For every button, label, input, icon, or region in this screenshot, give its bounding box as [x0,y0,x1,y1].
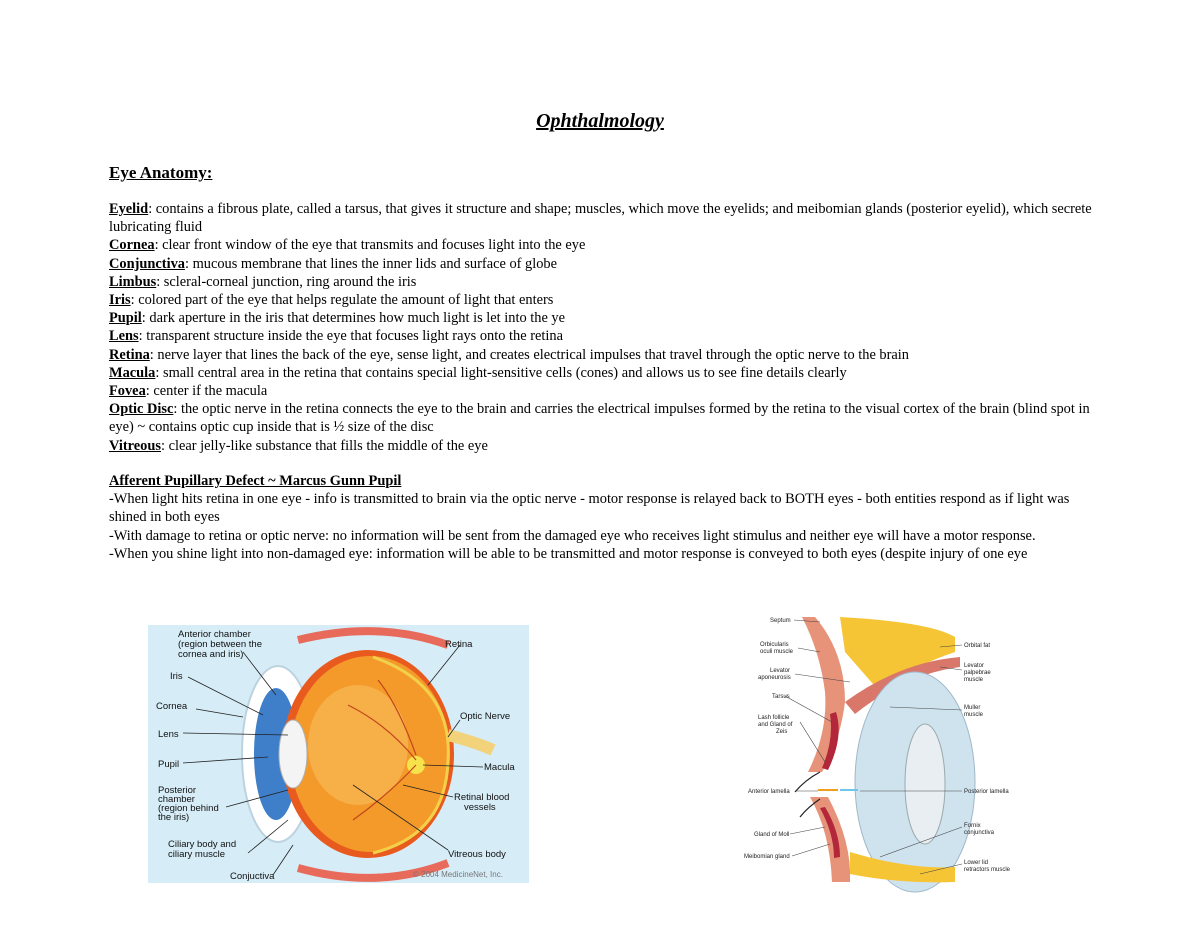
definition-term: Macula [109,364,156,381]
definition-term: Vitreous [109,437,161,454]
definitions-list [109,200,1099,455]
label-macula: Macula [484,762,515,773]
definition-text: : clear jelly-like substance that fills the middle of the eye [160,437,488,454]
definition-item [109,346,1099,364]
label-meibomian: Meibomian gland [744,854,790,860]
definition-term: Cornea [109,237,155,254]
label-lash-3: Zeis [776,729,788,735]
definition-text: : mucous membrane that lines the inner lids and surface of globe [184,255,558,272]
definition-item [109,327,1099,345]
definition-text: : contains a fibrous plate, called a tarsus, that gives it structure and shape; muscles, which move the eyelids; and meibomian glands (posterior eyelid), which secrete lubricating fluid [109,201,1092,236]
leader-moll [790,827,825,834]
label-anterior-chamber-3: cornea and iris) [178,649,244,660]
definition-item [109,309,1099,327]
definition-term: Pupil [109,310,142,327]
definition-term: Eyelid [109,201,149,217]
apd-line: -When you shine light into non-damaged eye: information will be able to be transmitted and motor response is conveyed to both eyes (despite injury of one eye [109,545,1028,562]
label-anterior-chamber: Anterior chamber [178,629,251,640]
apd-line: -With damage to retina or optic nerve: no information will be sent from the damaged eye who receives light stimulus and neither eye will have a motor response. [109,527,1036,544]
definition-item [109,291,1099,309]
definition-term: Optic Disc [109,401,174,418]
label-orbicularis-2: oculi muscle [760,649,794,655]
label-cornea: Cornea [156,701,188,712]
definition-item [109,200,1099,236]
label-levator-apo-1: Levator [770,668,791,674]
label-fornix-2: conjunctiva [964,830,995,836]
label-lash-1: Lash follicle [758,715,790,721]
lower-lid-muscle [810,797,850,882]
upper-lid-muscle [802,617,845,772]
eye-anatomy-figure [148,625,529,883]
label-posterior-lamella: Posterior lamella [964,789,1009,795]
definition-term: Retina [109,346,150,363]
definition-term: Fovea [109,383,146,400]
label-retina: Retina [445,639,473,650]
label-pupil: Pupil [158,759,180,770]
definition-term: Limbus [109,273,157,290]
definition-item [109,364,1099,382]
definition-item [109,437,1099,455]
definition-text: : colored part of the eye that helps regulate the amount of light that enters [130,292,554,309]
label-iris: Iris [170,671,183,682]
section-heading: Eye Anatomy: [109,163,213,182]
apd-title: Afferent Pupillary Defect ~ Marcus Gunn Pupil [109,473,402,489]
label-posterior-2: chamber [158,794,195,805]
definition-text: : nerve layer that lines the back of the eye, sense light, and creates electrical impulses that travel through the optic nerve to the brain [149,346,909,363]
label-orbicularis-1: Orbicularis [760,642,789,648]
copyright-text: © 2004 MedicineNet, Inc. [413,870,503,879]
label-levator-apo-2: aponeurosis [758,675,791,681]
label-lens: Lens [158,729,179,740]
label-optic-nerve: Optic Nerve [460,711,511,722]
label-muller-1: Muller [964,705,981,711]
definition-text: : center if the macula [145,383,268,400]
label-tarsus: Tarsus [772,694,790,700]
label-levator-palp-3: muscle [964,677,984,683]
label-lower-lid-1: Lower lid [964,860,989,866]
label-gland-moll: Gland of Moll [754,832,790,838]
lens [279,720,307,788]
label-levator-palp-1: Levator [964,663,985,669]
label-vessels-1: Retinal blood [454,792,510,803]
label-anterior-chamber-2: (region between the [178,639,262,650]
leader-tarsus [785,696,832,722]
apd-line: -When light hits retina in one eye - info is transmitted to brain via the optic nerve - motor response is relayed back to BOTH eyes - both entities respond as if light was shined in both eyes [109,491,1070,526]
eyelid-anatomy-figure [740,612,1030,897]
definition-term: Lens [109,328,139,345]
label-lash-2: and Gland of [758,722,793,728]
label-lower-lid-2: retractors muscle [964,867,1011,873]
apd-section [109,472,1099,563]
definition-item [109,382,1099,400]
definition-item [109,236,1099,254]
label-ciliary-2: ciliary muscle [168,849,226,860]
definition-term: Iris [109,292,131,309]
eyelashes [795,772,820,817]
label-posterior-3: (region behind [158,803,219,814]
leader-meibomian [792,844,830,856]
label-anterior-lamella: Anterior lamella [748,789,790,795]
definition-text: : transparent structure inside the eye that focuses light rays onto the retina [138,328,563,345]
definition-text: : clear front window of the eye that transmits and focuses light into the eye [154,237,586,254]
definition-item [109,255,1099,273]
label-posterior-1: Posterior [158,785,197,796]
label-vessels-2: vessels [464,802,496,813]
label-levator-palp-2: palpebrae [964,670,991,676]
definition-term: Conjunctiva [109,255,185,272]
label-conjuctiva: Conjuctiva [230,871,275,882]
definition-text: : small central area in the retina that contains special light-sensitive cells (cones) and allows us to see fine details clearly [155,364,847,381]
definition-text: : scleral-corneal junction, ring around the iris [156,273,417,290]
label-fornix-1: Fornix [964,823,981,829]
lens-shape [905,724,945,844]
label-muller-2: muscle [964,712,984,718]
definition-text: : the optic nerve in the retina connects the eye to the brain and carries the electrical impulses formed by the retina to the visual cortex of the brain (blind spot in eye) ~ contains optic cup inside that is ½ size of the disc [109,401,1090,436]
label-orbital-fat: Orbital fat [964,643,991,649]
label-vitreous: Vitreous body [448,849,506,860]
label-septum: Septum [770,618,791,624]
definition-text: : dark aperture in the iris that determines how much light is let into the ye [141,310,566,327]
label-ciliary-1: Ciliary body and [168,839,237,850]
page-title: Ophthalmology [536,110,664,132]
label-posterior-4: the iris) [158,812,190,823]
definition-item [109,400,1099,436]
definition-item [109,273,1099,291]
